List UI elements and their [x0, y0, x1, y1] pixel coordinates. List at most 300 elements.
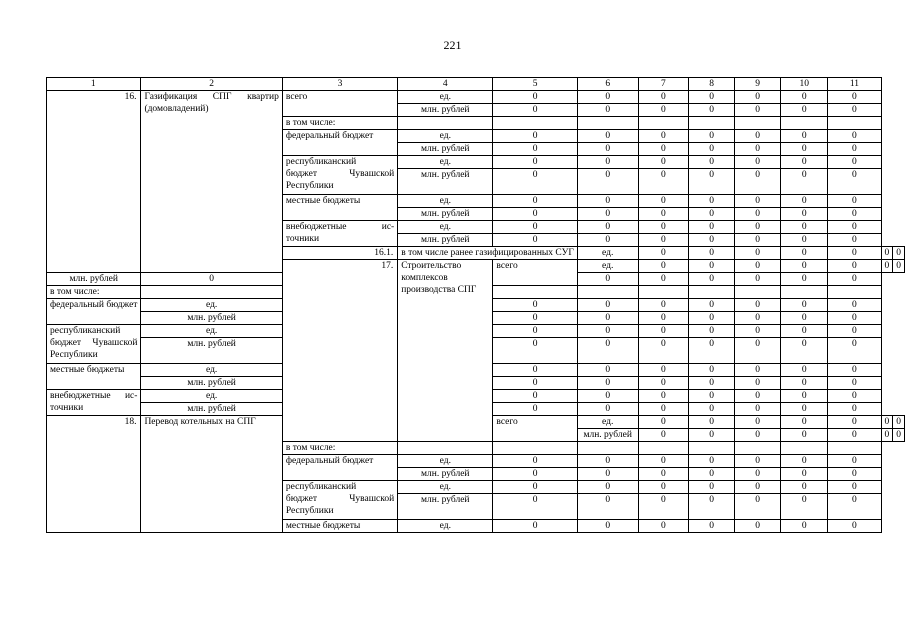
value-cell: 0	[828, 455, 881, 468]
column-header: 5	[493, 78, 577, 91]
value-cell: 0	[493, 364, 577, 377]
unit-label: ед.	[398, 130, 493, 143]
category-label-line: бюджет Чувашской	[285, 494, 395, 504]
category-label-line: Республики	[285, 181, 334, 191]
value-cell: 0	[689, 312, 735, 325]
value-cell: 0	[781, 247, 828, 260]
category-label: федеральный бюджет	[47, 299, 141, 325]
unit-label: ед.	[398, 455, 493, 468]
category-label-line: республиканский	[50, 326, 121, 336]
value-cell: 0	[828, 481, 881, 494]
value-cell: 0	[493, 325, 577, 338]
empty-cell	[689, 442, 735, 455]
value-cell: 0	[828, 390, 881, 403]
value-cell: 0	[781, 208, 828, 221]
value-cell: 0	[638, 299, 689, 312]
value-cell: 0	[689, 468, 735, 481]
value-cell: 0	[781, 221, 828, 234]
value-cell: 0	[577, 377, 638, 390]
value-cell: 0	[828, 247, 881, 260]
unit-label: ед.	[398, 481, 493, 494]
category-label: всего	[282, 91, 397, 117]
row-number: 16.	[47, 91, 141, 273]
unit-label: ед.	[398, 520, 493, 533]
row-title-line: (домовладений)	[144, 104, 209, 114]
value-cell: 0	[689, 221, 735, 234]
category-label	[282, 221, 397, 247]
unit-label: млн. рублей	[398, 169, 493, 195]
value-cell: 0	[493, 143, 577, 156]
value-cell: 0	[493, 195, 577, 208]
value-cell: 0	[493, 221, 577, 234]
empty-cell	[398, 117, 493, 130]
value-cell: 0	[735, 494, 781, 520]
value-cell: 0	[638, 494, 689, 520]
value-cell: 0	[881, 247, 893, 260]
column-header: 2	[141, 78, 282, 91]
value-cell: 0	[781, 273, 828, 286]
value-cell: 0	[689, 403, 735, 416]
category-label: всего	[493, 416, 577, 442]
unit-label: ед.	[577, 416, 638, 429]
value-cell: 0	[735, 455, 781, 468]
empty-cell	[689, 117, 735, 130]
value-cell: 0	[577, 468, 638, 481]
value-cell: 0	[689, 104, 735, 117]
value-cell: 0	[493, 312, 577, 325]
column-header: 1	[47, 78, 141, 91]
value-cell: 0	[577, 104, 638, 117]
value-cell: 0	[735, 312, 781, 325]
value-cell: 0	[828, 130, 881, 143]
value-cell: 0	[493, 520, 577, 533]
value-cell: 0	[735, 481, 781, 494]
value-cell: 0	[828, 520, 881, 533]
value-cell: 0	[689, 416, 735, 429]
value-cell: 0	[638, 364, 689, 377]
value-cell: 0	[828, 416, 881, 429]
value-cell: 0	[881, 260, 893, 273]
value-cell: 0	[735, 325, 781, 338]
unit-label: млн. рублей	[577, 429, 638, 442]
value-cell: 0	[735, 260, 781, 273]
value-cell: 0	[881, 429, 893, 442]
unit-label: ед.	[577, 260, 638, 273]
value-cell: 0	[828, 234, 881, 247]
value-cell: 0	[735, 91, 781, 104]
value-cell: 0	[781, 377, 828, 390]
unit-label: млн. рублей	[398, 468, 493, 481]
value-cell: 0	[735, 520, 781, 533]
value-cell: 0	[577, 169, 638, 195]
value-cell: 0	[577, 195, 638, 208]
empty-cell	[398, 442, 493, 455]
empty-cell	[781, 117, 828, 130]
category-label-line: республиканский	[285, 482, 357, 492]
category-label-line: бюджет Чувашской	[50, 338, 138, 348]
value-cell: 0	[735, 429, 781, 442]
value-cell: 0	[577, 273, 638, 286]
category-label-line: Республики	[50, 350, 98, 360]
value-cell: 0	[577, 221, 638, 234]
value-cell: 0	[493, 104, 577, 117]
value-cell: 0	[781, 520, 828, 533]
category-label-line: бюджет Чувашской	[285, 169, 395, 179]
value-cell: 0	[689, 455, 735, 468]
category-label: местные бюджеты	[47, 364, 141, 390]
value-cell: 0	[781, 494, 828, 520]
category-label	[47, 390, 141, 416]
empty-cell	[689, 286, 735, 299]
value-cell: 0	[638, 104, 689, 117]
value-cell: 0	[493, 299, 577, 312]
value-cell: 0	[141, 273, 282, 286]
unit-label: млн. рублей	[141, 403, 282, 416]
row-title	[141, 416, 282, 533]
data-table	[46, 77, 905, 533]
value-cell: 0	[577, 299, 638, 312]
value-cell: 0	[735, 195, 781, 208]
column-header: 7	[638, 78, 689, 91]
value-cell: 0	[828, 208, 881, 221]
value-cell: 0	[689, 299, 735, 312]
value-cell: 0	[638, 338, 689, 364]
category-label: в том числе:	[282, 117, 397, 130]
value-cell: 0	[893, 260, 905, 273]
value-cell: 0	[493, 169, 577, 195]
value-cell: 0	[781, 455, 828, 468]
value-cell: 0	[638, 260, 689, 273]
row-title	[141, 91, 282, 273]
unit-label: ед.	[141, 390, 282, 403]
value-cell: 0	[781, 130, 828, 143]
value-cell: 0	[638, 416, 689, 429]
value-cell: 0	[689, 91, 735, 104]
value-cell: 0	[781, 429, 828, 442]
value-cell: 0	[735, 390, 781, 403]
value-cell: 0	[828, 169, 881, 195]
value-cell: 0	[577, 390, 638, 403]
empty-cell	[493, 286, 577, 299]
value-cell: 0	[828, 403, 881, 416]
empty-cell	[638, 286, 689, 299]
unit-label: ед.	[577, 247, 638, 260]
column-header: 8	[689, 78, 735, 91]
value-cell: 0	[781, 338, 828, 364]
value-cell: 0	[577, 455, 638, 468]
value-cell: 0	[493, 481, 577, 494]
empty-cell	[828, 442, 881, 455]
value-cell: 0	[638, 208, 689, 221]
category-label-line: точники	[285, 234, 320, 244]
value-cell: 0	[828, 338, 881, 364]
value-cell: 0	[638, 390, 689, 403]
category-label-line: Республики	[285, 506, 334, 516]
value-cell: 0	[638, 143, 689, 156]
value-cell: 0	[577, 494, 638, 520]
unit-label: млн. рублей	[398, 104, 493, 117]
value-cell: 0	[638, 520, 689, 533]
value-cell: 0	[689, 143, 735, 156]
value-cell: 0	[638, 91, 689, 104]
category-label: местные бюджеты	[282, 195, 397, 221]
value-cell: 0	[638, 273, 689, 286]
value-cell: 0	[735, 247, 781, 260]
value-cell: 0	[577, 130, 638, 143]
unit-label: млн. рублей	[141, 338, 282, 364]
unit-label: ед.	[141, 364, 282, 377]
empty-cell	[493, 442, 577, 455]
value-cell: 0	[828, 468, 881, 481]
table-row	[47, 91, 905, 104]
category-label: федеральный бюджет	[282, 130, 397, 156]
value-cell: 0	[689, 208, 735, 221]
value-cell: 0	[781, 416, 828, 429]
value-cell: 0	[781, 104, 828, 117]
value-cell: 0	[881, 416, 893, 429]
value-cell: 0	[689, 247, 735, 260]
row-title-line: производства СПГ	[401, 285, 477, 295]
value-cell: 0	[735, 338, 781, 364]
value-cell: 0	[689, 273, 735, 286]
value-cell: 0	[689, 260, 735, 273]
value-cell: 0	[781, 234, 828, 247]
value-cell: 0	[689, 520, 735, 533]
value-cell: 0	[577, 403, 638, 416]
category-label-line: республиканский	[285, 157, 357, 167]
value-cell: 0	[689, 234, 735, 247]
row-number: 16.1.	[282, 247, 397, 260]
value-cell: 0	[689, 195, 735, 208]
value-cell: 0	[735, 130, 781, 143]
category-label-line: точники	[50, 403, 84, 413]
unit-label: млн. рублей	[47, 273, 141, 286]
value-cell: 0	[577, 325, 638, 338]
category-label: в том числе:	[47, 286, 141, 299]
unit-label: млн. рублей	[398, 143, 493, 156]
value-cell: 0	[828, 494, 881, 520]
column-header: 11	[828, 78, 881, 91]
value-cell: 0	[493, 234, 577, 247]
category-label-line: внебюджетные ис-	[285, 222, 395, 232]
value-cell: 0	[781, 312, 828, 325]
value-cell: 0	[689, 156, 735, 169]
value-cell: 0	[493, 455, 577, 468]
value-cell: 0	[689, 338, 735, 364]
value-cell: 0	[828, 91, 881, 104]
unit-label: млн. рублей	[398, 494, 493, 520]
value-cell: 0	[828, 429, 881, 442]
value-cell: 0	[735, 143, 781, 156]
value-cell: 0	[893, 429, 905, 442]
empty-cell	[577, 286, 638, 299]
value-cell: 0	[828, 143, 881, 156]
category-label: местные бюджеты	[282, 520, 397, 533]
value-cell: 0	[638, 130, 689, 143]
unit-label: ед.	[141, 325, 282, 338]
value-cell: 0	[828, 299, 881, 312]
column-header: 4	[398, 78, 493, 91]
value-cell: 0	[828, 312, 881, 325]
value-cell: 0	[577, 481, 638, 494]
value-cell: 0	[689, 429, 735, 442]
empty-cell	[493, 117, 577, 130]
row-title-line: Перевод котельных на СПГ	[144, 417, 256, 427]
value-cell: 0	[735, 364, 781, 377]
value-cell: 0	[577, 364, 638, 377]
empty-cell	[577, 117, 638, 130]
empty-cell	[638, 442, 689, 455]
row-title: в том числе ранее газифицированных СУГ	[398, 247, 578, 260]
value-cell: 0	[893, 416, 905, 429]
value-cell: 0	[577, 312, 638, 325]
value-cell: 0	[689, 325, 735, 338]
value-cell: 0	[893, 247, 905, 260]
value-cell: 0	[828, 364, 881, 377]
row-number: 18.	[47, 416, 141, 533]
value-cell: 0	[781, 91, 828, 104]
value-cell: 0	[689, 169, 735, 195]
value-cell: 0	[638, 195, 689, 208]
unit-label: ед.	[398, 221, 493, 234]
value-cell: 0	[577, 156, 638, 169]
category-label: в том числе:	[282, 442, 397, 455]
value-cell: 0	[638, 429, 689, 442]
value-cell: 0	[689, 481, 735, 494]
value-cell: 0	[781, 481, 828, 494]
column-header: 9	[735, 78, 781, 91]
value-cell: 0	[781, 156, 828, 169]
value-cell: 0	[638, 169, 689, 195]
value-cell: 0	[638, 468, 689, 481]
value-cell: 0	[781, 364, 828, 377]
value-cell: 0	[577, 234, 638, 247]
value-cell: 0	[638, 234, 689, 247]
unit-label: млн. рублей	[141, 377, 282, 390]
value-cell: 0	[735, 299, 781, 312]
table-row	[47, 78, 905, 91]
value-cell: 0	[638, 325, 689, 338]
value-cell: 0	[689, 494, 735, 520]
value-cell: 0	[577, 520, 638, 533]
unit-label: ед.	[398, 195, 493, 208]
unit-label: млн. рублей	[141, 312, 282, 325]
value-cell: 0	[493, 468, 577, 481]
value-cell: 0	[577, 338, 638, 364]
value-cell: 0	[781, 260, 828, 273]
value-cell: 0	[781, 169, 828, 195]
value-cell: 0	[493, 338, 577, 364]
row-title-line: Строительство комплексов	[401, 261, 462, 283]
value-cell: 0	[828, 221, 881, 234]
category-label	[47, 325, 141, 364]
category-label	[282, 481, 397, 520]
category-label: федеральный бюджет	[282, 455, 397, 481]
value-cell: 0	[735, 416, 781, 429]
value-cell: 0	[781, 143, 828, 156]
value-cell: 0	[735, 208, 781, 221]
value-cell: 0	[781, 195, 828, 208]
value-cell: 0	[638, 377, 689, 390]
value-cell: 0	[493, 130, 577, 143]
value-cell: 0	[828, 156, 881, 169]
empty-cell	[781, 286, 828, 299]
value-cell: 0	[577, 91, 638, 104]
value-cell: 0	[735, 273, 781, 286]
category-label-line: внебюджетные ис-	[50, 391, 138, 401]
value-cell: 0	[638, 312, 689, 325]
value-cell: 0	[493, 390, 577, 403]
column-header: 6	[577, 78, 638, 91]
value-cell: 0	[638, 221, 689, 234]
value-cell: 0	[638, 403, 689, 416]
empty-cell	[781, 442, 828, 455]
empty-cell	[828, 286, 881, 299]
value-cell: 0	[493, 403, 577, 416]
value-cell: 0	[638, 247, 689, 260]
empty-cell	[141, 286, 282, 299]
value-cell: 0	[493, 91, 577, 104]
unit-label: ед.	[398, 91, 493, 104]
value-cell: 0	[828, 273, 881, 286]
value-cell: 0	[828, 195, 881, 208]
value-cell: 0	[828, 325, 881, 338]
value-cell: 0	[735, 403, 781, 416]
row-title	[398, 260, 493, 442]
row-title-line: Газификация СПГ квартир	[144, 92, 279, 102]
value-cell: 0	[781, 403, 828, 416]
value-cell: 0	[689, 390, 735, 403]
value-cell: 0	[577, 208, 638, 221]
empty-cell	[735, 442, 781, 455]
empty-cell	[735, 117, 781, 130]
unit-label: ед.	[141, 299, 282, 312]
empty-cell	[735, 286, 781, 299]
value-cell: 0	[735, 221, 781, 234]
value-cell: 0	[493, 156, 577, 169]
value-cell: 0	[735, 169, 781, 195]
value-cell: 0	[781, 299, 828, 312]
value-cell: 0	[781, 468, 828, 481]
value-cell: 0	[735, 468, 781, 481]
value-cell: 0	[689, 364, 735, 377]
value-cell: 0	[828, 104, 881, 117]
value-cell: 0	[781, 325, 828, 338]
value-cell: 0	[493, 377, 577, 390]
value-cell: 0	[735, 104, 781, 117]
value-cell: 0	[638, 481, 689, 494]
row-number: 17.	[282, 260, 397, 442]
value-cell: 0	[828, 260, 881, 273]
value-cell: 0	[689, 377, 735, 390]
value-cell: 0	[735, 377, 781, 390]
column-header: 10	[781, 78, 828, 91]
value-cell: 0	[638, 156, 689, 169]
value-cell: 0	[638, 455, 689, 468]
value-cell: 0	[735, 156, 781, 169]
empty-cell	[828, 117, 881, 130]
unit-label: млн. рублей	[398, 208, 493, 221]
unit-label: млн. рублей	[398, 234, 493, 247]
value-cell: 0	[828, 377, 881, 390]
value-cell: 0	[781, 390, 828, 403]
category-label: всего	[493, 260, 577, 286]
value-cell: 0	[689, 130, 735, 143]
category-label	[282, 156, 397, 195]
column-header: 3	[282, 78, 397, 91]
unit-label: ед.	[398, 156, 493, 169]
value-cell: 0	[577, 143, 638, 156]
